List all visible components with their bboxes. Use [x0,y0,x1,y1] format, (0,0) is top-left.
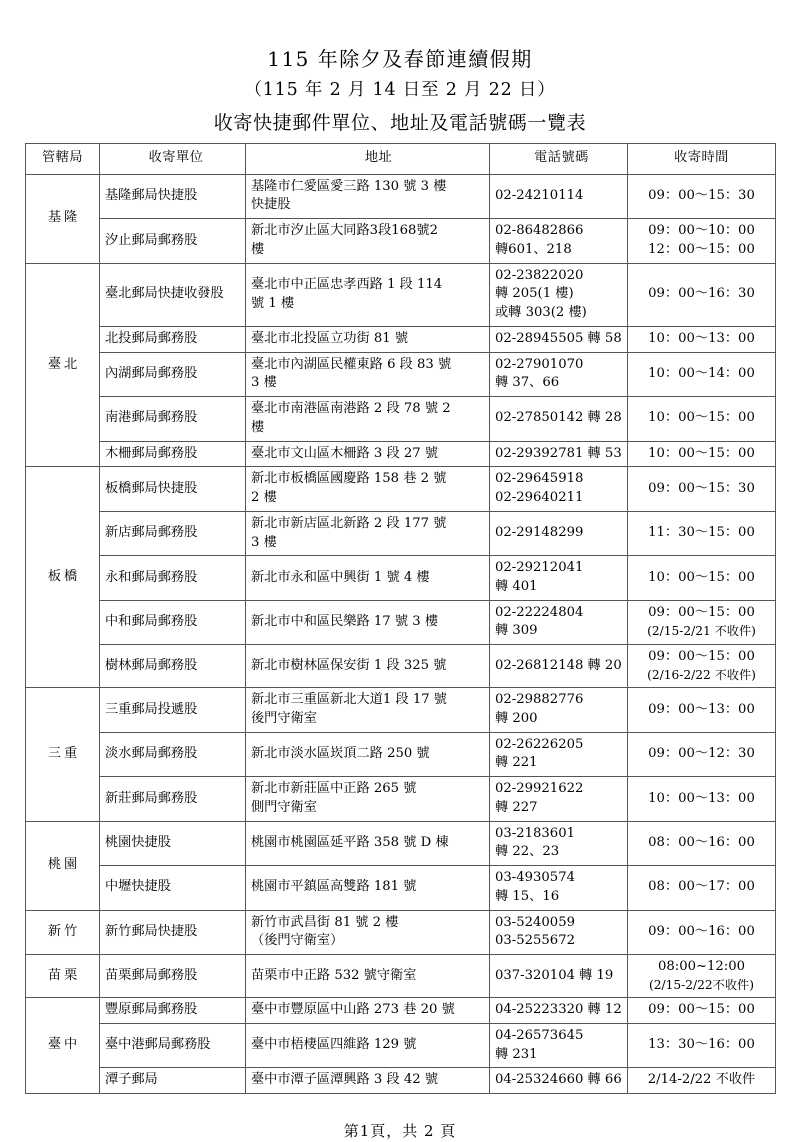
document-title-table: 收寄快捷郵件單位、地址及電話號碼一覽表 [213,111,587,134]
cell-phone-line: 03-2183601 [495,825,575,841]
cell-address [246,910,490,954]
cell-address-line: 新北市永和區中興街 1 號 4 樓 [251,569,430,585]
cell-phone-line: 02-29645918 [495,471,584,487]
cell-time-note: (2/16-2/22 不收件) [647,667,756,682]
cell-address-line: 臺中市梧棲區四維路 129 號 [251,1037,417,1053]
cell-address [246,1068,490,1094]
column-header-unit: 收寄單位 [100,143,246,174]
table-row [26,955,776,998]
cell-unit: 新店郵局郵務股 [100,511,246,555]
cell-address-line: 新北市汐止區大同路3段168號2 [251,223,439,239]
table-row [26,821,776,865]
cell-address-line: 桃園市平鎮區高雙路 181 號 [251,879,417,895]
cell-phone-line: 02-29921622 [495,781,584,797]
cell-address [246,556,490,600]
cell-time-line: 2/14-2/22 不收件 [647,1072,756,1088]
cell-time [628,441,776,467]
cell-unit: 樹林郵局郵務股 [100,645,246,688]
cell-phone-line: 037-320104 轉 19 [495,967,614,983]
table-row [26,511,776,555]
cell-phone-line: 02-29392781 轉 53 [495,445,622,461]
cell-address [246,777,490,821]
table-row [26,645,776,688]
table-row [26,219,776,263]
cell-phone [490,645,628,688]
cell-time-line: 09：00～15：30 [648,188,755,204]
table-row [26,174,776,218]
cell-time [628,998,776,1024]
cell-phone [490,556,628,600]
cell-phone-line: 02-29882776 [495,692,584,708]
table-row [26,688,776,732]
cell-phone-line: 03-5255672 [495,933,575,949]
cell-address-line: 快捷股 [251,197,291,213]
cell-unit: 淡水郵局郵務股 [100,732,246,776]
cell-time-line: 10：00～13：00 [648,330,755,346]
cell-address [246,955,490,998]
cell-unit: 新竹郵局快捷股 [100,910,246,954]
cell-address [246,467,490,511]
column-header-bureau: 管轄局 [26,143,100,174]
cell-phone-line: 02-27850142 轉 28 [495,410,622,426]
table-body [26,174,776,1093]
cell-bureau: 臺中 [26,998,100,1094]
cell-unit: 潭子郵局 [100,1068,246,1094]
cell-phone-line: 轉 309 [495,623,538,639]
cell-time [628,1023,776,1067]
cell-address [246,219,490,263]
cell-address [246,732,490,776]
table-row [26,441,776,467]
cell-address-line: 樓 [251,241,265,257]
cell-unit: 板橋郵局快捷股 [100,467,246,511]
cell-time [628,556,776,600]
cell-unit: 臺北郵局快捷收發股 [100,263,246,326]
cell-time-note: (2/15-2/21 不收件) [647,624,756,639]
cell-time [628,263,776,326]
cell-time [628,732,776,776]
cell-time-line: 09：00～12：30 [648,746,755,762]
cell-phone [490,1068,628,1094]
cell-unit: 木柵郵局郵務股 [100,441,246,467]
cell-time-line: 10：00～15：00 [648,410,755,426]
cell-address-line: 3 樓 [251,534,277,550]
table-row [26,1068,776,1094]
cell-phone-line: 04-25223320 轉 12 [495,1002,622,1018]
cell-phone-line: 02-86482866 [495,223,584,239]
cell-phone-line: 轉 401 [495,578,538,594]
cell-bureau: 新竹 [26,910,100,954]
cell-time-line: 09：00～15：00 [648,1002,755,1018]
cell-time [628,1068,776,1094]
cell-phone [490,352,628,396]
cell-address-line: 後門守衛室 [251,710,317,726]
cell-bureau: 桃園 [26,821,100,910]
cell-phone-line: 轉 227 [495,799,538,815]
cell-address-line: 臺北市南港區南港路 2 段 78 號 2 [251,401,451,417]
document-title-main: 115 年除夕及春節連續假期 [267,47,533,71]
table-row [26,556,776,600]
cell-phone [490,511,628,555]
cell-unit: 中和郵局郵務股 [100,600,246,644]
cell-time [628,600,776,644]
cell-phone [490,326,628,352]
cell-address-line: 2 樓 [251,490,277,506]
table-row [26,263,776,326]
cell-address-line: 臺北市文山區木柵路 3 段 27 號 [251,445,439,461]
cell-phone [490,441,628,467]
cell-phone-line: 02-28945505 轉 58 [495,330,622,346]
cell-time-line: 09：00～13：00 [648,701,755,717]
cell-time-line: 09：00～15：00 [648,649,755,665]
table-row [26,326,776,352]
cell-phone [490,821,628,865]
cell-address-line: 臺北市內湖區民權東路 6 段 83 號 [251,356,452,372]
cell-phone-line: 轉 37、66 [495,375,560,391]
cell-time [628,352,776,396]
table-row [26,1023,776,1067]
cell-address-line: 新北市新店區北新路 2 段 177 號 [251,515,447,531]
cell-address-line: 號 1 樓 [251,295,295,311]
cell-address [246,600,490,644]
cell-unit: 苗栗郵局郵務股 [100,955,246,998]
cell-time-line: 12：00～15：00 [648,241,755,257]
cell-time [628,955,776,998]
cell-time-line: 10：00～15：00 [648,569,755,585]
cell-time [628,397,776,441]
cell-unit: 桃園快捷股 [100,821,246,865]
cell-time-line: 08：00～16：00 [648,835,755,850]
cell-address-line: 臺北市北投區立功街 81 號 [251,330,409,346]
cell-unit: 汐止郵局郵務股 [100,219,246,263]
cell-phone-line: 02-26812148 轉 20 [495,657,622,673]
cell-phone-line: 04-25324660 轉 66 [495,1072,622,1088]
table-row [26,998,776,1024]
cell-phone-line: 轉601、218 [495,241,572,257]
cell-time-note: (2/15-2/22不收件) [649,977,754,992]
cell-address-line: 新北市三重區新北大道1 段 17 號 [251,692,447,708]
table-row [26,397,776,441]
page-footer: 第1頁，共 2 頁 [343,1122,457,1141]
cell-address [246,441,490,467]
cell-phone-line: 02-29212041 [495,560,584,576]
cell-phone-line: 02-26226205 [495,736,584,752]
cell-time [628,777,776,821]
cell-unit: 三重郵局投遞股 [100,688,246,732]
cell-phone-line: 轉 231 [495,1046,538,1062]
cell-bureau: 板橋 [26,467,100,688]
table-row [26,600,776,644]
cell-phone-line: 02-27901070 [495,356,584,372]
cell-time-line: 09：00～15：00 [648,605,755,621]
express-mail-locations-table [25,143,776,1094]
cell-time-line: 11：30～15：00 [648,525,755,541]
cell-phone-line: 02-29640211 [495,490,584,506]
cell-time [628,467,776,511]
cell-time-line: 13：30～16：00 [648,1037,755,1053]
cell-address [246,688,490,732]
cell-phone-line: 轉 200 [495,710,538,726]
cell-phone-line: 03-4930574 [495,870,575,886]
cell-time-line: 10：00～14：00 [648,365,755,381]
cell-phone-line: 轉 15、16 [495,888,560,904]
cell-phone-line: 02-22224804 [495,604,584,620]
cell-phone [490,910,628,954]
cell-unit: 豐原郵局郵務股 [100,998,246,1024]
cell-address [246,866,490,910]
cell-address [246,821,490,865]
cell-time [628,866,776,910]
cell-address-line: 3 樓 [251,375,277,391]
cell-address [246,326,490,352]
cell-phone [490,777,628,821]
cell-phone [490,866,628,910]
cell-bureau: 苗栗 [26,955,100,998]
cell-address-line: 新北市新莊區中正路 265 號 [251,781,417,797]
cell-phone-line: 03-5240059 [495,914,575,930]
cell-address [246,645,490,688]
cell-time [628,910,776,954]
cell-time-line: 10：00～15：00 [648,445,755,461]
cell-time [628,688,776,732]
cell-unit: 北投郵局郵務股 [100,326,246,352]
cell-address-line: 臺中市潭子區潭興路 3 段 42 號 [251,1072,439,1088]
cell-unit: 基隆郵局快捷股 [100,174,246,218]
cell-phone-line: 或轉 303(2 樓) [495,305,587,321]
cell-phone [490,998,628,1024]
table-header [26,143,776,174]
cell-bureau: 基隆 [26,174,100,263]
document-titles [25,0,775,140]
cell-address-line: 新北市樹林區保安街 1 段 325 號 [251,657,447,673]
cell-phone [490,219,628,263]
column-header-time: 收寄時間 [628,143,776,174]
cell-unit: 永和郵局郵務股 [100,556,246,600]
cell-phone [490,732,628,776]
cell-address [246,352,490,396]
cell-address-line: 基隆市仁愛區愛三路 130 號 3 樓 [251,178,447,194]
cell-address-line: 新竹市武昌街 81 號 2 樓 [251,914,399,930]
cell-address [246,263,490,326]
cell-address-line: 臺中市豐原區中山路 273 巷 20 號 [251,1002,455,1018]
cell-phone [490,467,628,511]
cell-time-line: 08：00～17：00 [648,879,755,895]
cell-phone-line: 轉 22、23 [495,844,560,860]
cell-phone [490,688,628,732]
table-row [26,777,776,821]
cell-phone-line: 轉 221 [495,755,538,771]
cell-unit: 中壢快捷股 [100,866,246,910]
cell-time-line: 09：00～16：30 [648,286,755,302]
cell-address-line: 苗栗市中正路 532 號守衛室 [251,967,417,983]
cell-time-line: 09：00～15：30 [648,480,755,496]
cell-address [246,174,490,218]
cell-time-line: 09：00～10：00 [648,223,755,239]
cell-address-line: 桃園市桃園區延平路 358 號 D 棟 [251,835,449,850]
cell-phone-line: 02-23822020 [495,267,584,283]
cell-time [628,326,776,352]
cell-time [628,511,776,555]
cell-unit: 新莊郵局郵務股 [100,777,246,821]
table-row [26,866,776,910]
cell-time [628,645,776,688]
cell-time-line: 10：00～13：00 [648,790,755,806]
cell-time [628,821,776,865]
cell-address [246,397,490,441]
cell-bureau: 臺北 [26,263,100,467]
cell-address [246,998,490,1024]
cell-phone [490,174,628,218]
table-row [26,910,776,954]
cell-phone-line: 02-29148299 [495,525,584,541]
cell-unit: 南港郵局郵務股 [100,397,246,441]
cell-phone [490,955,628,998]
cell-unit: 內湖郵局郵務股 [100,352,246,396]
column-header-address: 地址 [246,143,490,174]
cell-address-line: 新北市板橋區國慶路 158 巷 2 號 [251,471,447,487]
cell-address [246,511,490,555]
column-header-phone: 電話號碼 [490,143,628,174]
cell-phone-line: 04-26573645 [495,1027,584,1043]
cell-time-line: 09：00～16：00 [648,923,755,939]
cell-phone [490,397,628,441]
cell-address [246,1023,490,1067]
cell-address-line: 樓 [251,419,265,435]
cell-address-line: （後門守衛室） [251,933,344,949]
cell-address-line: 臺北市中正區忠孝西路 1 段 114 [251,277,443,293]
cell-time [628,174,776,218]
cell-bureau: 三重 [26,688,100,821]
cell-phone-line: 02-24210114 [495,188,584,204]
cell-time [628,219,776,263]
cell-unit: 臺中港郵局郵務股 [100,1023,246,1067]
table-row [26,732,776,776]
document-title-subtitle: （115 年 2 月 14 日至 2 月 22 日） [244,80,556,100]
table-row [26,467,776,511]
cell-time-line: 08:00~12:00 [657,959,746,975]
table-row [26,352,776,396]
table-header-row [26,143,776,174]
cell-address-line: 側門守衛室 [251,799,317,815]
cell-phone-line: 轉 205(1 樓) [495,286,574,302]
cell-address-line: 新北市淡水區崁頂二路 250 號 [251,746,430,762]
cell-phone [490,263,628,326]
cell-address-line: 新北市中和區民樂路 17 號 3 樓 [251,614,439,630]
cell-phone [490,600,628,644]
cell-phone [490,1023,628,1067]
